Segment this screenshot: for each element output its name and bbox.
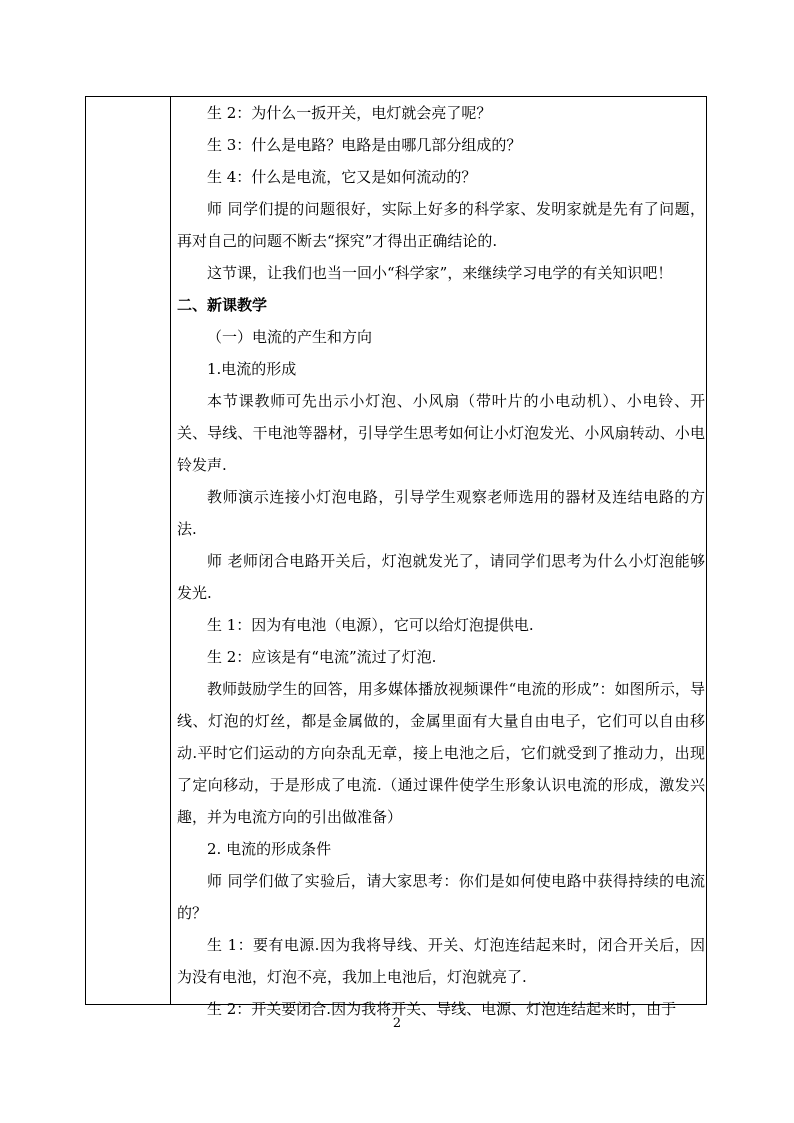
paragraph: 师 同学们做了实验后，请大家思考：你们是如何使电路中获得持续的电流的？ <box>177 872 705 922</box>
paragraph: 师 老师闭合电路开关后，灯泡就发光了，请同学们思考为什么小灯泡能够发光. <box>177 552 705 602</box>
section-heading: 二、新课教学 <box>177 296 268 314</box>
paragraph: 生 1：因为有电池（电源），它可以给灯泡提供电. <box>207 616 534 634</box>
page-number: 2 <box>392 1016 402 1031</box>
paragraph: 生 1：要有电源.因为我将导线、开关、灯泡连结起来时，闭合开关后，因为没有电池，灯泡不亮，我加上电池后，灯泡就亮了. <box>177 936 705 986</box>
paragraph: 教师鼓励学生的回答，用多媒体播放视频课件“电流的形成”：如图所示，导线、灯泡的灯丝，都是金属做的，金属里面有大量自由电子，它们可以自由移动.平时它们运动的方向杂乱无章，接上电池之后，它们就受到了推动力，出现了定向移动，于是形成了电流.（通过课件使学生形象认识电流的形成，激发兴趣，并为电流方向的引出做准备） <box>177 680 705 826</box>
paragraph: 教师演示连接小灯泡电路，引导学生观察老师选用的器材及连结电路的方法. <box>177 488 705 538</box>
column-divider <box>170 97 171 1004</box>
paragraph: 生 4：什么是电流，它又是如何流动的？ <box>207 168 477 186</box>
paragraph: 生 2：应该是有“电流”流过了灯泡. <box>207 648 437 666</box>
paragraph: 这节课，让我们也当一回小“科学家”，来继续学习电学的有关知识吧！ <box>207 264 673 282</box>
paragraph: 师 同学们提的问题很好，实际上好多的科学家、发明家就是先有了问题，再对自己的问题不断去“探究”才得出正确结论的. <box>177 200 705 250</box>
subsection-heading: （一）电流的产生和方向 <box>207 328 373 346</box>
paragraph: 生 2：为什么一扳开关，电灯就会亮了呢？ <box>207 104 492 122</box>
lesson-table <box>85 96 707 1018</box>
paragraph: 生 2：开关要闭合.因为我将开关、导线、电源、灯泡连结起来时，由于 <box>207 1000 677 1018</box>
subsection-heading: 2. 电流的形成条件 <box>207 840 332 858</box>
subsection-heading: 1.电流的形成 <box>207 360 297 378</box>
paragraph: 本节课教师可先出示小灯泡、小风扇（带叶片的小电动机）、小电铃、开关、导线、干电池等器材，引导学生思考如何让小灯泡发光、小风扇转动、小电铃发声. <box>177 392 705 474</box>
paragraph: 生 3：什么是电路？电路是由哪几部分组成的？ <box>207 136 522 154</box>
lesson-content <box>177 97 705 1025</box>
